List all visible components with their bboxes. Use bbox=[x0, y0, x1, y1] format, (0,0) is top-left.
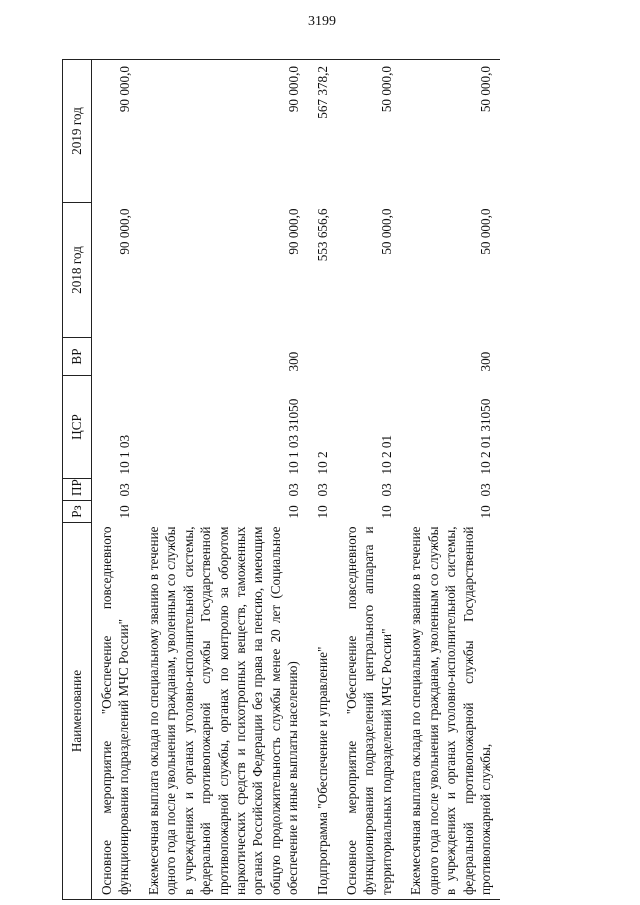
row-2018: 90 000,0 bbox=[285, 208, 301, 255]
header-pr: ПР bbox=[63, 479, 92, 501]
row-rz: 10 bbox=[116, 505, 132, 519]
row-2019: 50 000,0 bbox=[337, 60, 401, 203]
row-name: Основное мероприятие "Обеспечение повседневного функционирования подразделений МЧС России" bbox=[92, 523, 139, 900]
row-rz: 10 bbox=[379, 505, 395, 519]
row-vr bbox=[337, 338, 401, 376]
table-row bbox=[401, 60, 500, 900]
row-vr: 300 bbox=[285, 351, 301, 372]
row-pr: 03 bbox=[478, 483, 494, 497]
table-row bbox=[337, 60, 401, 900]
header-csr: ЦСР bbox=[63, 376, 92, 479]
row-csr: 10 2 bbox=[315, 451, 331, 475]
row-pr: 03 bbox=[116, 483, 132, 497]
table-row bbox=[139, 60, 308, 900]
table-row bbox=[308, 60, 337, 900]
row-2018: 50 000,0 bbox=[379, 208, 395, 255]
rotated-budget-table bbox=[62, 60, 582, 900]
header-rz: Рз bbox=[63, 501, 92, 523]
table-row bbox=[92, 60, 139, 900]
row-vr bbox=[308, 338, 337, 376]
row-vr: 300 bbox=[478, 351, 494, 372]
row-rz: 10 bbox=[315, 505, 331, 519]
row-2018: 50 000,0 bbox=[478, 208, 494, 255]
header-2018: 2018 год bbox=[63, 203, 92, 338]
page-number: 3199 bbox=[308, 14, 336, 29]
row-name: Основное мероприятие "Обеспечение повседневного функционирования подразделений центрального аппарата и территориальных подразделений МЧС России" bbox=[337, 523, 401, 900]
row-pr: 03 bbox=[285, 483, 301, 497]
header-name: Наименование bbox=[63, 523, 92, 900]
row-vr bbox=[92, 338, 139, 376]
row-name: Ежемесячная выплата оклада по специальному званию в течение одного года после увольнения гражданам, уволенным со службы в учреждениях и органах уголовно-исполнительной системы, федеральной противопожарной службы Государственной противопожарной службы, органах по контролю за оборотом наркотических средств и психотропных веществ, таможенных органах Российской Федерации без права на пенсию, имеющим общую продолжительность службы менее 20 лет (Социальное обеспечение и иные выплаты населению) bbox=[139, 523, 308, 900]
row-csr: 10 2 01 bbox=[379, 434, 395, 475]
row-2018: 553 656,6 bbox=[315, 208, 331, 262]
row-2018: 90 000,0 bbox=[116, 208, 132, 255]
row-name: Подпрограмма "Обеспечение и управление" bbox=[308, 523, 337, 900]
header-2019: 2019 год bbox=[63, 60, 92, 203]
row-name: Ежемесячная выплата оклада по специальному званию в течение одного года после увольнения гражданам, уволенным со службы в учреждениях и органах уголовно-исполнительной системы, федеральной противопожарной службы Государственной противопожарной службы, bbox=[401, 523, 500, 900]
row-2019: 567 378,2 bbox=[308, 60, 337, 203]
row-csr: 10 1 03 bbox=[116, 434, 132, 475]
row-rz: 10 bbox=[478, 505, 494, 519]
row-rz: 10 bbox=[285, 505, 301, 519]
row-csr: 10 2 01 31050 bbox=[478, 398, 494, 475]
row-csr: 10 1 03 31050 bbox=[285, 398, 301, 475]
row-2019: 90 000,0 bbox=[139, 60, 308, 203]
row-pr: 03 bbox=[379, 483, 395, 497]
row-2019: 90 000,0 bbox=[92, 60, 139, 203]
row-2019: 50 000,0 bbox=[401, 60, 500, 203]
header-vr: ВР bbox=[63, 338, 92, 376]
budget-table bbox=[62, 59, 500, 900]
row-pr: 03 bbox=[315, 483, 331, 497]
header-row bbox=[63, 60, 92, 900]
